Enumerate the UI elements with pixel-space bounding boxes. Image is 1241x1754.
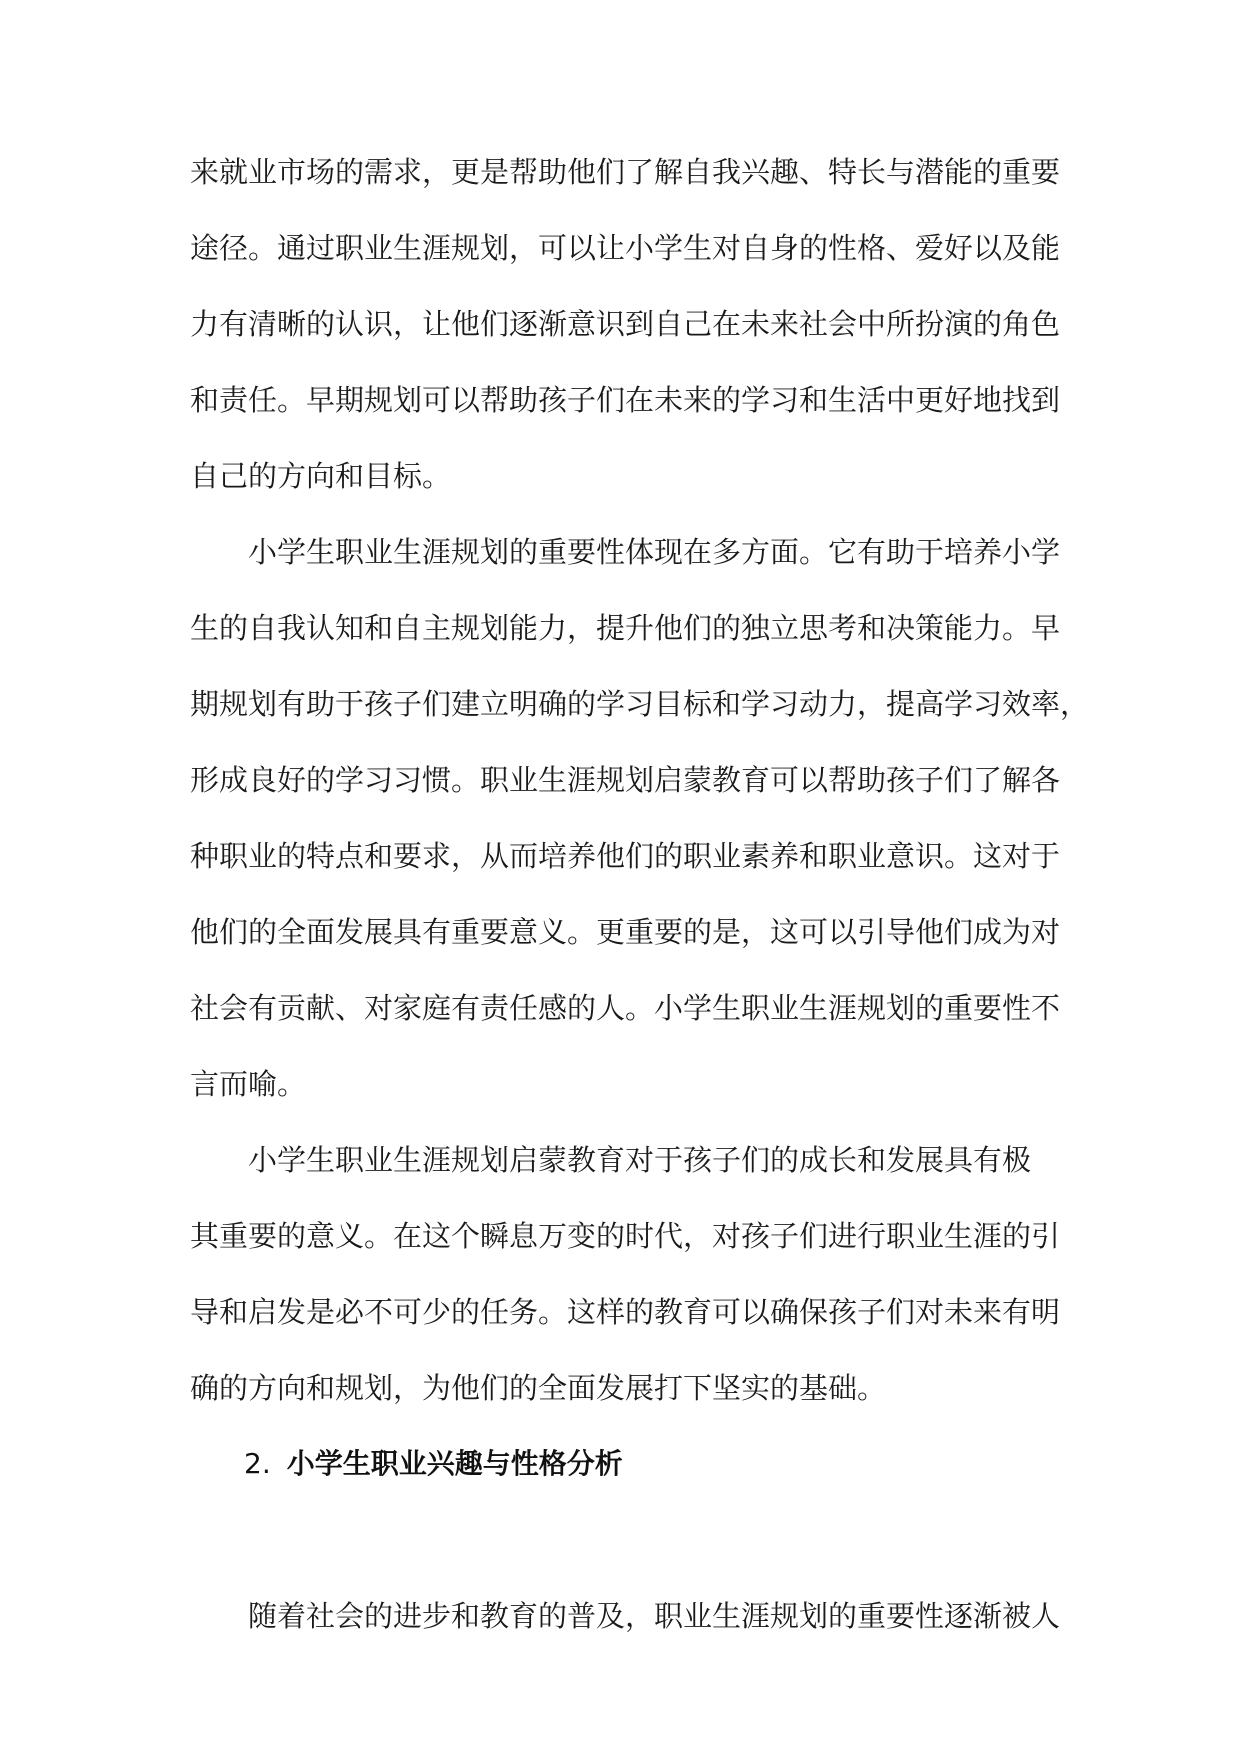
text-line: 随着社会的进步和教育的普及，职业生涯规划的重要性逐渐被人 (190, 1599, 1061, 1633)
paragraph-importance (190, 514, 1090, 1122)
text-line: 导和启发是必不可少的任务。这样的教育可以确保孩子们对未来有明 (190, 1295, 1061, 1329)
text-line: 确的方向和规划，为他们的全面发展打下坚实的基础。 (190, 1371, 887, 1405)
text-line: 生的自我认知和自主规划能力，提升他们的独立思考和决策能力。早 (190, 611, 1061, 645)
text-line: 来就业市场的需求，更是帮助他们了解自我兴趣、特长与潜能的重要 (190, 155, 1061, 189)
text-line: 其重要的意义。在这个瞬息万变的时代，对孩子们进行职业生涯的引 (190, 1219, 1061, 1253)
section-heading (244, 1426, 623, 1502)
text-line: 自己的方向和目标。 (190, 459, 452, 493)
section-title: 小学生职业兴趣与性格分析 (286, 1447, 623, 1480)
paragraph-significance (190, 1122, 1061, 1426)
paragraph-section-2-intro (190, 1578, 1061, 1654)
text-line: 小学生职业生涯规划的重要性体现在多方面。它有助于培养小学 (190, 535, 1061, 569)
text-line: 他们的全面发展具有重要意义。更重要的是，这可以引导他们成为对 (190, 915, 1061, 949)
paragraph-career-planning-purpose (190, 134, 1061, 514)
text-line: 力有清晰的认识，让他们逐渐意识到自己在未来社会中所扮演的角色 (190, 307, 1061, 341)
text-line: 社会有贡献、对家庭有责任感的人。小学生职业生涯规划的重要性不 (190, 991, 1061, 1025)
text-line: 期规划有助于孩子们建立明确的学习目标和学习动力，提高学习效率， (190, 687, 1090, 721)
section-number: 2. (244, 1447, 271, 1480)
text-line: 途径。通过职业生涯规划，可以让小学生对自身的性格、爱好以及能 (190, 231, 1061, 265)
text-line: 言而喻。 (190, 1067, 307, 1101)
text-line: 和责任。早期规划可以帮助孩子们在未来的学习和生活中更好地找到 (190, 383, 1061, 417)
text-line: 种职业的特点和要求，从而培养他们的职业素养和职业意识。这对于 (190, 839, 1061, 873)
text-line: 小学生职业生涯规划启蒙教育对于孩子们的成长和发展具有极 (190, 1143, 1032, 1177)
text-line: 形成良好的学习习惯。职业生涯规划启蒙教育可以帮助孩子们了解各 (190, 763, 1061, 797)
